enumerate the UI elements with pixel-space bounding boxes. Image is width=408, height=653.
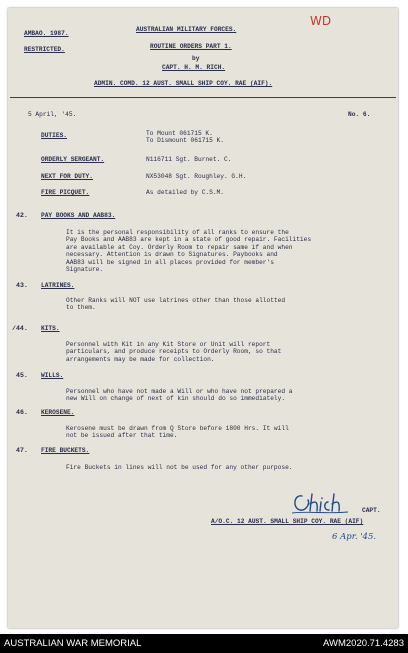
order-42-heading: PAY BOOKS AND AAB83.	[41, 212, 116, 219]
order-number: No. 6.	[348, 111, 371, 118]
next-for-duty-value: NX53048 Sgt. Roughley. G.H.	[146, 173, 247, 180]
order-46-heading: KEROSENE.	[41, 409, 75, 416]
orderly-sergeant-label: ORDERLY SERGEANT.	[41, 156, 105, 163]
unit-name: ADMIN. COMD. 12 AUST. SMALL SHIP COY. RAE (AIF).	[94, 80, 273, 87]
order-date: 5 April, '45.	[28, 111, 77, 118]
signature-rank: CAPT.	[362, 507, 381, 514]
order-45-text: Personnel who have not made a Will or who have not prepared a new Will on change of next of kin should do so immediately.	[66, 388, 293, 403]
order-45-number: 45.	[16, 372, 28, 379]
duties-label: DUTIES.	[41, 132, 67, 139]
order-44-text: Personnel with Kit in any Kit Store or Unit will report particulars, and produce receipts to Orderly Room, so that arrangements may be made for collection.	[66, 341, 282, 363]
title-by: by	[192, 55, 200, 62]
header-rule	[10, 97, 396, 98]
title-line-1: AUSTRALIAN MILITARY FORCES.	[136, 26, 237, 33]
signature-block: A/O.C. 12 AUST. SMALL SHIP COY. RAE (AIF)	[211, 518, 364, 525]
order-44-number: /44.	[12, 325, 28, 332]
order-43-text: Other Ranks will NOT use latrines other than those allotted to them.	[66, 297, 286, 312]
order-43-heading: LATRINES.	[41, 282, 75, 289]
order-42-number: 42.	[16, 212, 28, 219]
officer-name: CAPT. H. M. RICH.	[162, 64, 226, 71]
archive-footer	[0, 634, 408, 653]
order-46-text: Kerosene must be drawn from Q Store before 1800 Hrs. It will not be issued after that time.	[66, 425, 289, 440]
order-45-heading: WILLS.	[41, 372, 64, 379]
order-47-number: 47.	[16, 447, 28, 454]
order-47-text: Fire Buckets in lines will not be used for any other purpose.	[66, 464, 293, 471]
order-43-number: 43.	[16, 282, 28, 289]
wd-mark: WD	[310, 14, 332, 28]
title-line-2: ROUTINE ORDERS PART 1.	[150, 43, 232, 50]
order-42-text: It is the personal responsibility of all ranks to ensure the Pay Books and AAB83 are kept in a state of good repair. Facilities are available at Coy. Orderly Room to repair same if and when necessary. Attention is drawn to Signatures. Paybooks and AAB83 will be signed in all places provided for member's Signature.	[66, 229, 312, 274]
fire-picquet-label: FIRE PICQUET.	[41, 189, 90, 196]
fire-picquet-value: As detailed by C.S.M.	[146, 189, 224, 196]
next-for-duty-label: NEXT FOR DUTY.	[41, 173, 93, 180]
orderly-sergeant-value: N116711 Sgt. Burnet. C.	[146, 156, 232, 163]
order-46-number: 46.	[16, 409, 28, 416]
handwritten-date: 6 Apr. '45.	[332, 532, 377, 542]
reference-number: AMBAO. 1987.	[24, 30, 69, 37]
restricted-label: RESTRICTED.	[24, 46, 65, 53]
order-44-heading: KITS.	[41, 325, 60, 332]
footer-accession-number: AWM2020.71.4283	[323, 638, 404, 649]
handwritten-signature	[290, 490, 350, 516]
order-47-heading: FIRE BUCKETS.	[41, 447, 90, 454]
duties-value: To Mount 061715 K. To Dismount 061715 K.	[146, 130, 224, 145]
footer-institution: AUSTRALIAN WAR MEMORIAL	[4, 638, 142, 649]
document-sheet	[8, 8, 398, 628]
